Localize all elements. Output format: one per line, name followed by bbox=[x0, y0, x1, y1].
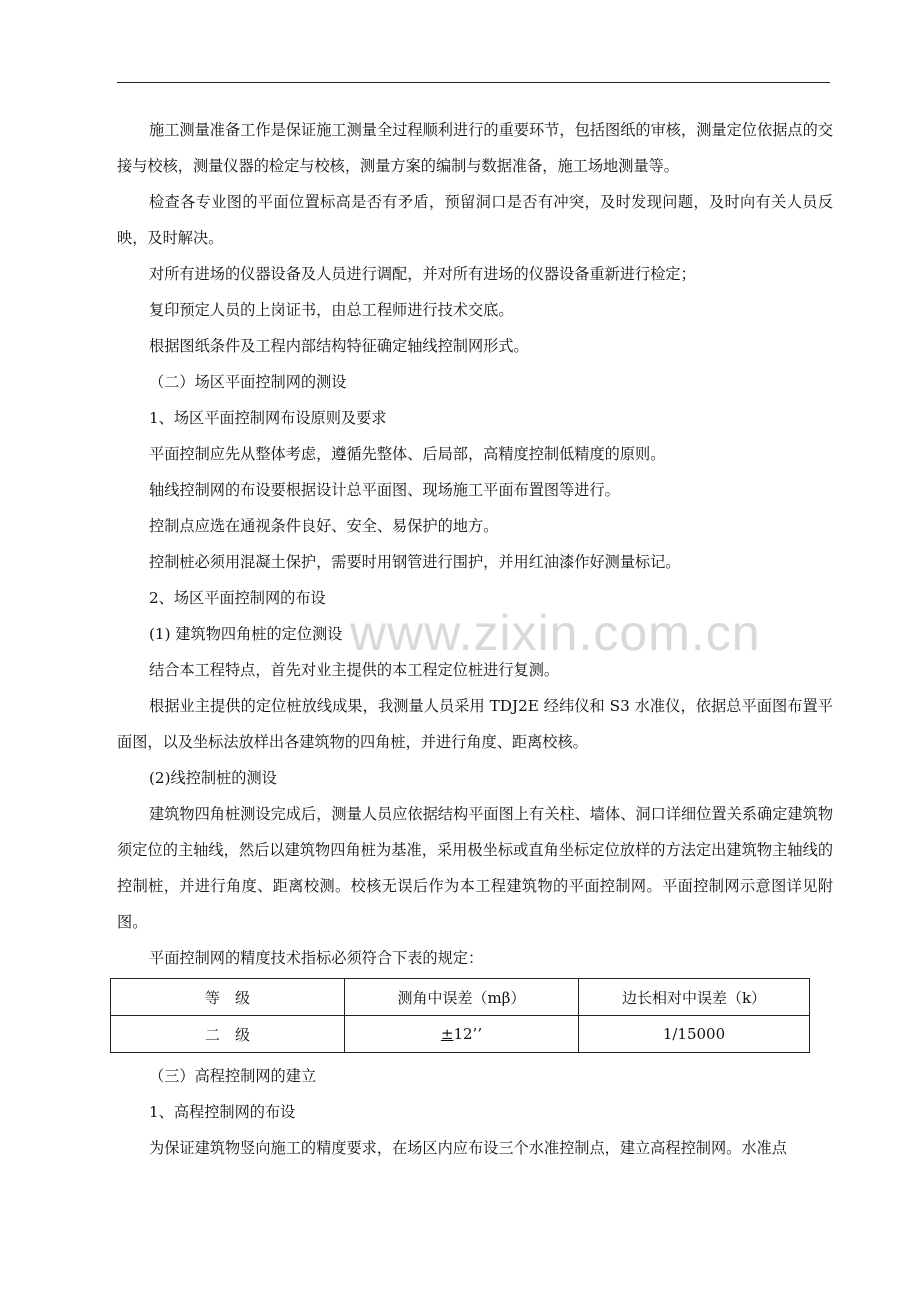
paragraph: 控制点应选在通视条件良好、安全、易保护的地方。 bbox=[149, 517, 499, 535]
paragraph: 施工测量准备工作是保证施工测量全过程顺利进行的重要环节，包括图纸的审核，测量定位依据点的交接与校核，测量仪器的检定与校核，测量方案的编制与数据准备，施工场地测量等。 bbox=[117, 121, 833, 175]
table-cell: 1/15000 bbox=[579, 1016, 810, 1053]
section-heading: （二）场区平面控制网的测设 bbox=[149, 373, 347, 391]
paragraph: 为保证建筑物竖向施工的精度要求，在场区内应布设三个水准控制点，建立高程控制网。水准点 bbox=[149, 1139, 787, 1157]
table-header-cell: 边长相对中误差（k） bbox=[579, 979, 810, 1016]
table-cell bbox=[345, 1016, 579, 1053]
paragraph: 平面控制应先从整体考虑，遵循先整体、后局部，高精度控制低精度的原则。 bbox=[149, 445, 666, 463]
paragraph: 控制桩必须用混凝土保护，需要时用钢管进行围护，并用红油漆作好测量标记。 bbox=[149, 553, 681, 571]
item-heading: (2)线控制桩的测设 bbox=[149, 769, 277, 787]
paragraph: 对所有进场的仪器设备及人员进行调配，并对所有进场的仪器设备重新进行检定； bbox=[149, 265, 696, 283]
subsection-heading: 1、场区平面控制网布设原则及要求 bbox=[149, 409, 387, 427]
precision-spec-table bbox=[110, 978, 810, 1053]
paragraph: 轴线控制网的布设要根据设计总平面图、现场施工平面布置图等进行。 bbox=[149, 481, 620, 499]
paragraph: 复印预定人员的上岗证书，由总工程师进行技术交底。 bbox=[149, 301, 514, 319]
angle-error-value: 12’’ bbox=[453, 1025, 483, 1043]
table-row bbox=[111, 1016, 810, 1053]
plus-minus-sign: ± bbox=[440, 1025, 454, 1043]
table-header-cell: 等 级 bbox=[111, 979, 345, 1016]
header-rule bbox=[117, 82, 830, 83]
watermark: www.zixin.com.cn bbox=[350, 605, 761, 661]
subsection-heading: 2、场区平面控制网的布设 bbox=[149, 589, 326, 607]
paragraph: 根据业主提供的定位桩放线成果，我测量人员采用 TDJ2E 经纬仪和 S3 水准仪，依据总平面图布置平面图，以及坐标法放样出各建筑物的四角桩，并进行角度、距离校核。 bbox=[117, 697, 833, 751]
item-heading: (1) 建筑物四角桩的定位测设 bbox=[149, 625, 343, 643]
subsection-heading: 1、高程控制网的布设 bbox=[149, 1103, 296, 1121]
paragraph: 检查各专业图的平面位置标高是否有矛盾，预留洞口是否有冲突，及时发现问题，及时向有关人员反映，及时解决。 bbox=[117, 193, 833, 247]
paragraph: 建筑物四角桩测设完成后，测量人员应依据结构平面图上有关柱、墙体、洞口详细位置关系确定建筑物须定位的主轴线，然后以建筑物四角桩为基准，采用极坐标或直角坐标定位放样的方法定出建筑物主轴线的控制桩，并进行角度、距离校测。校核无误后作为本工程建筑物的平面控制网。平面控制网示意图详见附图。 bbox=[117, 805, 833, 931]
table-header-cell: 测角中误差（mβ） bbox=[345, 979, 579, 1016]
table-cell: 二 级 bbox=[111, 1016, 345, 1053]
table-caption: 平面控制网的精度技术指标必须符合下表的规定： bbox=[149, 949, 484, 967]
paragraph: 结合本工程特点，首先对业主提供的本工程定位桩进行复测。 bbox=[149, 661, 560, 679]
section-heading: （三）高程控制网的建立 bbox=[149, 1067, 317, 1085]
paragraph: 根据图纸条件及工程内部结构特征确定轴线控制网形式。 bbox=[149, 337, 529, 355]
table-header-row bbox=[111, 979, 810, 1016]
